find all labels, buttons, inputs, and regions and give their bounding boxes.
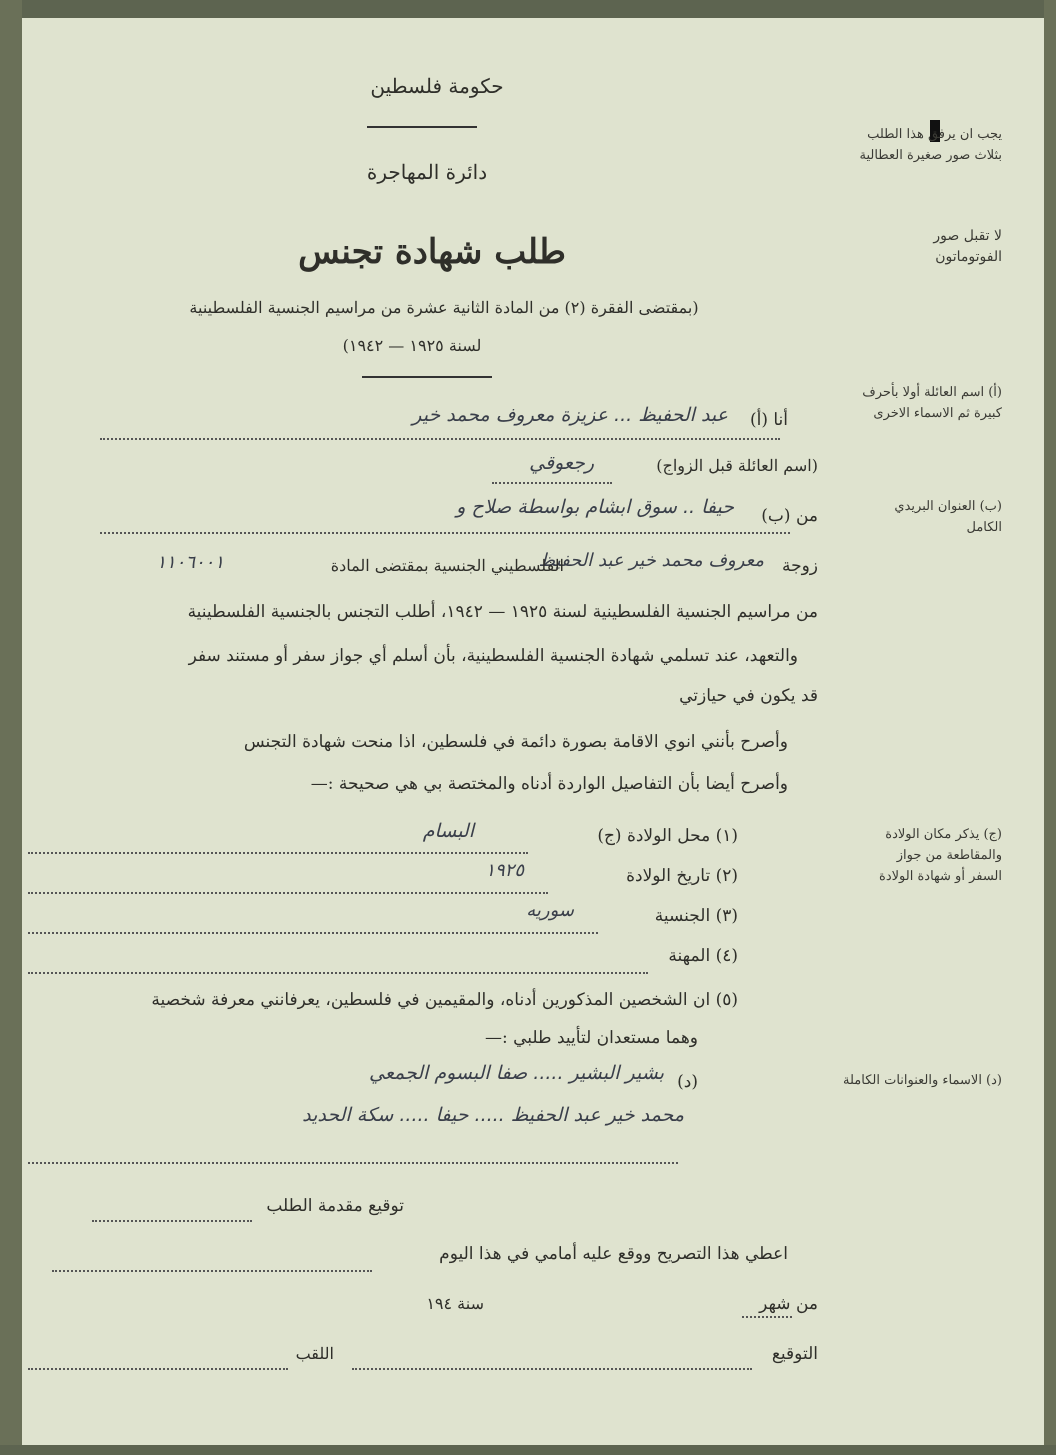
form-sheet [22,18,1044,1445]
paragraph-residence: وأصرح بأنني انوي الاقامة بصورة دائمة في فلسطين، اذا منحت شهادة التجنس [243,732,788,752]
official-signature-line [352,1368,752,1370]
wife-tail: الفلسطيني الجنسية بمقتضى المادة [330,556,564,575]
month-label: من شهر [759,1294,818,1314]
scan-border-left [0,0,22,1455]
witness-2: محمد خير عبد الحفيظ ..... حيفا ..... سكة الحديد [302,1104,684,1126]
item-birthplace-label: (١) محل الولادة (ج) [597,826,738,846]
item-occupation-line [28,972,648,974]
item-nationality-line [28,932,598,934]
item-occupation-label: (٤) المهنة [668,946,738,966]
side-note-a: (أ) اسم العائلة أولا بأحرف كبيرة ثم الاسماء الاخرى [862,385,1002,421]
side-note-photostat: لا تقبل صور الفوتوماتون [933,228,1002,265]
from-value: حيفا .. سوق ابشام بواسطة صلاح و [456,496,734,518]
applicant-signature-line [92,1220,252,1222]
paragraph-declaration: وأصرح أيضا بأن التفاصيل الواردة أدناه والمختصة بي هي صحيحة :— [310,774,788,794]
declaration-text: اعطي هذا التصريح ووقع عليه أمامي في هذا اليوم [439,1244,788,1264]
paragraph-request: من مراسيم الجنسية الفلسطينية لسنة ١٩٢٥ — ١٩٤٢، أطلب التجنس بالجنسية الفلسطينية [187,602,818,622]
official-title-line [28,1368,288,1370]
wife-value: معروف محمد خير عبد الحفيظ [538,550,764,571]
item-nationality-label: (٣) الجنسية [654,906,738,926]
subtitle-rule [362,376,492,378]
paragraph-possession: قد يكون في حيازتي [679,686,818,706]
scan-border-right [1044,0,1056,1455]
side-note-b: (ب) العنوان البريدي الكامل [894,499,1002,535]
family-line [492,482,612,484]
side-note-photos: يجب ان يرفق هذا الطلب بثلاث صور صغيرة العطالية [859,127,1002,163]
item-birthdate-label: (٢) تاريخ الولادة [626,866,738,886]
paragraph-undertaking: والتعهد، عند تسلمي شهادة الجنسية الفلسطينية، بأن أسلم أي جواز سفر أو مستند سفر [188,646,798,666]
form-subtitle-line2: لسنة ١٩٢٥ — ١٩٤٢) [342,336,482,355]
item-birthdate-line [28,892,548,894]
name-label: أنا (أ) [749,410,788,430]
header-rule [367,126,477,128]
government-heading: حكومة فلسطين [370,74,504,98]
declaration-line [52,1270,372,1272]
family-label: (اسم العائلة قبل الزواج) [656,456,818,475]
witness-1: بشير البشير ..... صفا البسوم الجمعي [368,1062,664,1084]
official-signature-label: التوقيع [771,1344,818,1364]
item-witnesses-line2: وهما مستعدان لتأييد طلبي :— [485,1028,698,1048]
item-nationality-value: سوريه [526,900,574,921]
form-title: طلب شهادة تجنس [298,232,566,272]
department-heading: دائرة المهاجرة [366,160,488,184]
month-line [742,1316,792,1318]
witness-label: (د) [677,1072,698,1092]
item-birthplace-value: البسام [422,820,474,842]
scan-border-bottom [0,1445,1056,1455]
side-note-c: (ج) يذكر مكان الولادة والمقاطعة من جواز السفر أو شهادة الولادة [879,827,1002,884]
item-birthplace-line [28,852,528,854]
scan-border-top [0,0,1056,18]
wife-article-value: ١١٠٦٠٠١ [156,552,224,573]
item-birthdate-value: ١٩٢٥ [485,860,524,881]
item-witnesses-line1: (٥) ان الشخصين المذكورين أدناه، والمقيمين في فلسطين، يعرفانني معرفة شخصية [151,990,738,1010]
from-label: من (ب) [761,506,818,526]
witness-extra-line [28,1162,678,1164]
year-label: سنة ١٩٤ [426,1294,484,1313]
name-value: عبد الحفيظ ... عزيزة معروف محمد خير [412,404,728,426]
wife-label: زوجة [781,556,818,576]
from-line [100,532,790,534]
side-note-d: (د) الاسماء والعنوانات الكاملة [843,1073,1002,1088]
applicant-signature-label: توقيع مقدمة الطلب [266,1196,404,1216]
form-subtitle-line1: (بمقتضى الفقرة (٢) من المادة الثانية عشرة من مراسيم الجنسية الفلسطينية [189,298,699,317]
name-line [100,438,780,440]
official-title-label: اللقب [295,1344,334,1363]
family-value: رجعوقي [529,452,594,474]
